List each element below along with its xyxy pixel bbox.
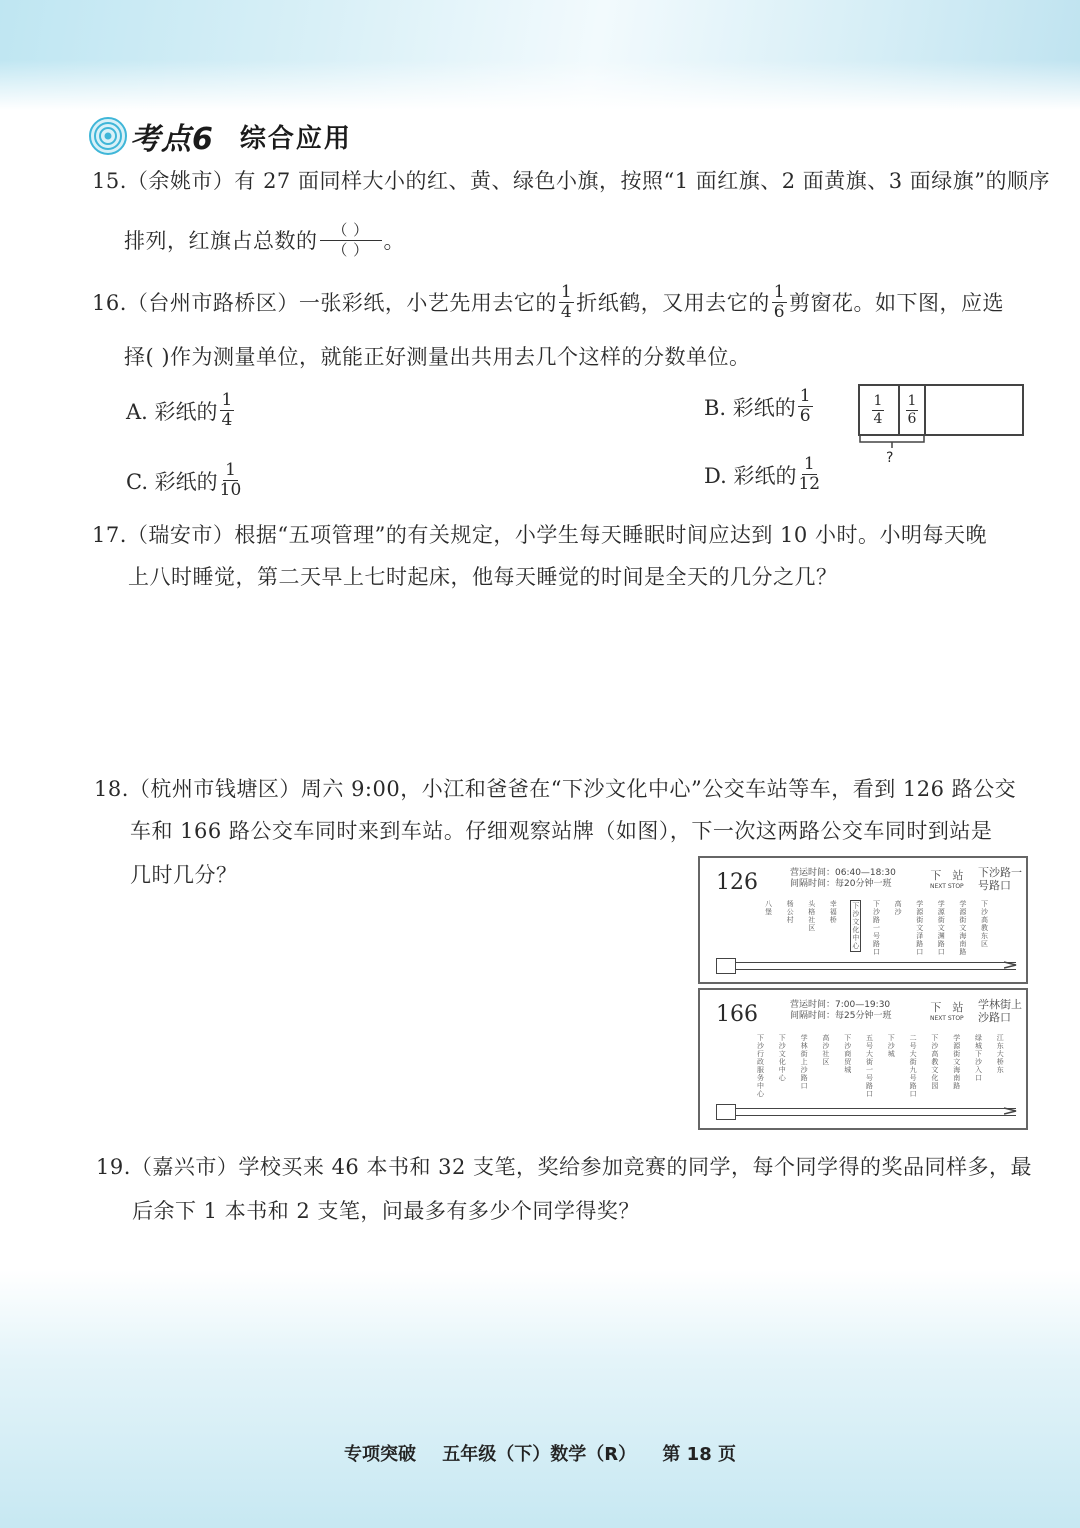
bus-stop-name: 幸福桥 — [829, 900, 837, 924]
q15-line1: 15.（余姚市）有 27 面同样大小的红、黄、绿色小旗，按照“1 面红旗、2 面黄旗、3 面绿旗”的顺序 — [92, 169, 1051, 193]
bus-stop-name: 江东大桥东 — [996, 1034, 1004, 1074]
footer-book: 五年级（下）数学（R） — [442, 1444, 637, 1465]
brace-icon — [858, 434, 930, 452]
next-stop-label: 下 站 NEXT STOP — [930, 1001, 964, 1022]
bus-stop-name: 二号大街九号路口 — [909, 1034, 917, 1098]
bus-stop-name: 下沙路一号路口 — [873, 900, 880, 956]
q16-fraction-1: $\frac{1}{4}$ — [560, 282, 573, 322]
bus-stop-name: 高沙社区 — [822, 1034, 830, 1066]
service-info: 营运时间：7:00—19:30 间隔时间：每25分钟一班 — [790, 1000, 892, 1021]
q16-option-a[interactable]: A. 彩纸的 $\frac{1}{4}$ — [126, 390, 233, 430]
bus-stop-name: 下沙文化中心 — [852, 902, 860, 950]
bus-sign-126 — [698, 856, 1028, 984]
q16-line2: 择( )作为测量单位，就能正好测量出共用去几个这样的分数单位。 — [124, 345, 751, 369]
route-number: 166 — [716, 1002, 758, 1027]
footer-page: 第 18 页 — [662, 1444, 736, 1465]
bus-sign-166 — [698, 988, 1028, 1130]
arrow-right-icon — [1004, 1104, 1018, 1118]
page-footer — [0, 1440, 1080, 1466]
target-icon — [88, 116, 128, 156]
q19-line2: 后余下 1 本书和 2 支笔，问最多有多少个同学得奖？ — [132, 1199, 640, 1223]
route-line — [716, 962, 1016, 970]
bus-stop-name: 绿城下沙入口 — [975, 1034, 982, 1082]
next-stop-label: 下 站 NEXT STOP — [930, 869, 964, 890]
bus-stop-name: 下沙高教东区 — [981, 900, 988, 948]
diagram-question-mark: ? — [886, 450, 894, 466]
q16-part1: 16.（台州市路桥区）一张彩纸，小艺先用去它的 — [92, 290, 557, 315]
q15-end: 。 — [383, 228, 405, 253]
q18-line3: 几时几分？ — [130, 863, 238, 887]
q15-line2 — [124, 222, 405, 259]
q18-line1: 18.（杭州市钱塘区）周六 9:00，小江和爸爸在“下沙文化中心”公交车站等车，看到 126 路公交 — [94, 777, 1017, 801]
section-title: 综合应用 — [239, 123, 352, 154]
q16-fraction-2: $\frac{1}{6}$ — [773, 282, 786, 322]
q15-blank-numerator[interactable]: （ ） — [320, 222, 382, 241]
bus-stop-name: 下沙文化中心 — [778, 1034, 786, 1082]
section-tag: 考点6 — [130, 122, 214, 157]
footer-series: 专项突破 — [343, 1444, 416, 1465]
start-marker — [716, 1104, 736, 1120]
bus-stop-name: 学源街文海南路 — [953, 1034, 961, 1090]
start-marker — [716, 958, 736, 974]
bus-stop-name: 下沙城 — [887, 1034, 895, 1058]
bus-stop-name: 学源街文泽路口 — [916, 900, 924, 956]
bus-stop-name: 头格社区 — [808, 900, 816, 932]
section-heading — [88, 112, 352, 160]
next-stop-name: 下沙路一号路口 — [978, 866, 1022, 892]
q16-part3: 剪窗花。如下图，应选 — [789, 290, 1005, 315]
next-stop-name: 学林街上沙路口 — [978, 998, 1022, 1024]
bus-stop-name: 学林街上沙路口 — [800, 1034, 808, 1090]
q16-line1 — [92, 284, 1004, 321]
q17-line1: 17.（瑞安市）根据“五项管理”的有关规定，小学生每天睡眠时间应达到 10 小时。小明每天晚 — [92, 523, 987, 547]
q16-option-b[interactable]: B. 彩纸的 $\frac{1}{6}$ — [704, 386, 811, 426]
route-line — [716, 1108, 1016, 1116]
bus-stop-name: 杨公村 — [786, 900, 794, 924]
q19-line1: 19.（嘉兴市）学校买来 46 本书和 32 支笔，奖给参加竞赛的同学，每个同学得的奖品同样多，最 — [96, 1155, 1033, 1179]
service-info: 营运时间：06:40—18:30 间隔时间：每20分钟一班 — [790, 868, 896, 889]
bus-stop-name: 学源街文渊路口 — [937, 900, 945, 956]
bus-stop-name: 下沙商贸城 — [844, 1034, 852, 1074]
q15-text: 排列，红旗占总数的 — [124, 228, 318, 253]
bus-stop-name: 五号大街一号路口 — [866, 1034, 873, 1098]
paper-sixth-section: $\frac{1}{6}$ — [900, 384, 926, 436]
q16-option-c[interactable]: C. 彩纸的 $\frac{1}{10}$ — [126, 460, 242, 500]
paper-quarter-section: $\frac{1}{4}$ — [858, 384, 900, 436]
route-number: 126 — [716, 870, 758, 895]
q15-answer-fraction[interactable] — [320, 222, 382, 259]
bus-stop-name: 学源街文海南路 — [959, 900, 967, 956]
bus-stop-name: 高沙 — [894, 900, 902, 916]
bus-stop-name: 下沙高教文化园 — [931, 1034, 939, 1090]
paper-diagram — [858, 384, 1024, 474]
q15-blank-denominator[interactable]: （ ） — [332, 241, 369, 259]
bus-stop-name: 下沙行政服务中心 — [757, 1034, 764, 1098]
arrow-right-icon — [1004, 958, 1018, 972]
q16-part2: 折纸鹤，又用去它的 — [576, 290, 770, 315]
q16-option-d[interactable]: D. 彩纸的 $\frac{1}{12}$ — [704, 454, 821, 494]
q18-line2: 车和 166 路公交车同时来到车站。仔细观察站牌（如图），下一次这两路公交车同时到站是 — [130, 819, 993, 843]
q17-line2: 上八时睡觉，第二天早上七时起床，他每天睡觉的时间是全天的几分之几？ — [128, 565, 838, 589]
bus-stop-name: 八堡 — [765, 900, 772, 916]
